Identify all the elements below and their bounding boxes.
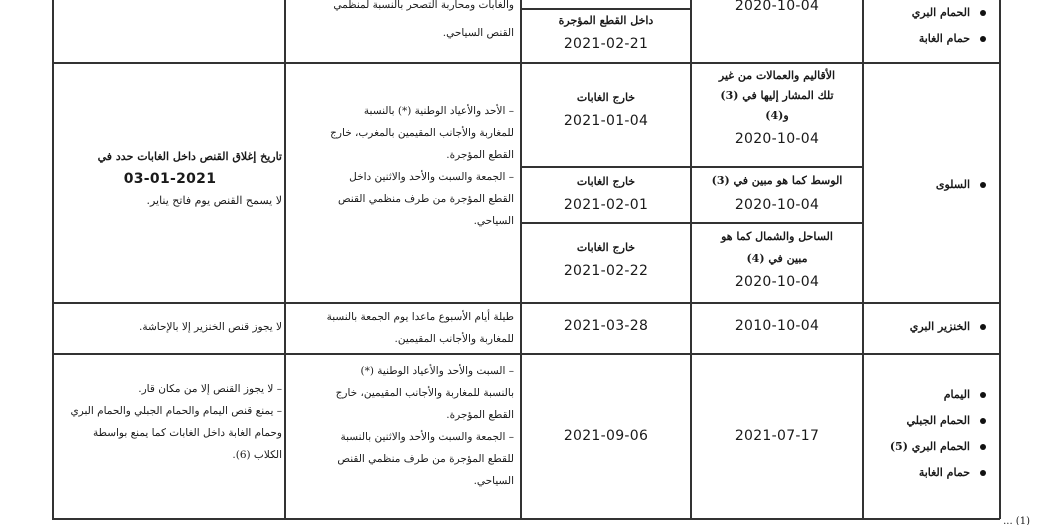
notes-cell: – لا يجوز القنص إلا من مكان قار. – يمنع قنص اليمام والحمام الجبلي والحمام البري وحمام الغابة داخل الغابات كما يمنع بواسطة الكلاب (6). xyxy=(70,383,282,461)
row-divider xyxy=(52,302,1000,304)
open-date: 2020-10-04 xyxy=(734,131,820,147)
open-date: 2021-07-17 xyxy=(734,428,820,444)
species-item: السلوى xyxy=(864,172,988,198)
species-item: حمام الغابة xyxy=(864,26,988,52)
row-divider xyxy=(52,353,1000,355)
close-label: خارج الغابات xyxy=(576,175,636,188)
close-cell xyxy=(522,10,690,56)
close-label: خارج الغابات xyxy=(576,91,636,104)
days-cell: – الأحد والأعياد الوطنية (*) بالنسبة للمغاربة والأجانب المقيمين بالمغرب، خارج القطع المؤجرة. – الجمعة والسبت والأحد والاثنين داخل القطع المؤجرة من طرف منظمي القنص السياحي. xyxy=(330,105,514,227)
bullet-icon xyxy=(980,418,986,424)
open-date: 2020-10-04 xyxy=(734,274,820,290)
days-cell: والغابات ومحاربة التصحر بالنسبة لمنظمي القنص السياحي. xyxy=(333,0,514,39)
close-cell xyxy=(522,172,690,218)
species-item: الحمام البري (5) xyxy=(864,434,988,460)
bullet-icon xyxy=(980,444,986,450)
species-item: الخنزير البري xyxy=(864,314,988,340)
zone-cell: الأقاليم والعمالات من غير تلك المشار إليها في (3) و(4) 2020-10-04 xyxy=(694,66,860,152)
cell-divider xyxy=(520,166,863,168)
close-date: 2021-09-06 xyxy=(563,428,649,444)
close-date: 2021-02-22 xyxy=(563,263,649,279)
close-label: داخل القطع المؤجرة xyxy=(558,14,654,27)
open-date: 2020-10-04 xyxy=(734,197,820,213)
species-item: حمام الغابة xyxy=(864,460,988,486)
bullet-icon xyxy=(980,10,986,16)
cell-divider xyxy=(520,222,863,224)
open-date: 2020-10-04 xyxy=(734,0,820,14)
bullet-icon xyxy=(980,324,986,330)
zone-cell: الوسط كما هو مبين في (3) 2020-10-04 xyxy=(694,170,860,218)
days-cell: – السبت والأحد والأعياد الوطنية (*) بالنسبة للمغاربة والأجانب المقيمين، خارج القطع المؤجرة. – الجمعة والسبت والأحد والاثنين بالنسبة للقطع المؤجرة من طرف منظمي القنص السياحي. xyxy=(335,365,514,487)
species-cell xyxy=(864,382,996,486)
close-cell xyxy=(522,238,690,284)
notes-cell: لا يجوز قنص الخنزير إلا بالإحاشة. xyxy=(139,321,282,333)
close-date: 2021-02-21 xyxy=(563,36,649,52)
footnote-fragment: (1) ... xyxy=(1003,516,1030,525)
species-cell xyxy=(864,172,996,198)
column-divider xyxy=(999,0,1001,519)
species-item: اليمام xyxy=(864,382,988,408)
row-divider xyxy=(52,62,1000,64)
close-date: 2021-02-01 xyxy=(563,197,649,213)
bullet-icon xyxy=(980,36,986,42)
column-divider xyxy=(52,0,54,519)
zone-cell: الساحل والشمال كما هو مبين في (4) 2020-10-04 xyxy=(694,226,860,294)
bullet-icon xyxy=(980,470,986,476)
bullet-icon xyxy=(980,392,986,398)
bullet-icon xyxy=(980,182,986,188)
close-label: خارج الغابات xyxy=(576,241,636,254)
days-cell: طيلة أيام الأسبوع ماعدا يوم الجمعة بالنسبة للمغاربة والأجانب المقيمين. xyxy=(326,311,514,345)
species-item: الحمام الجبلي xyxy=(864,408,988,434)
species-cell xyxy=(864,314,996,340)
open-date: 2010-10-04 xyxy=(734,318,820,334)
notes-cell: تاريخ إغلاق القنص داخل الغابات حدد في 03-01-2021 لا يسمح القنص يوم فاتح يناير. xyxy=(97,150,282,207)
close-date: 2021-01-04 xyxy=(563,113,649,129)
close-cell xyxy=(522,88,690,134)
species-cell xyxy=(864,0,996,60)
column-divider xyxy=(284,0,286,519)
species-item: الحمام البري xyxy=(864,0,988,26)
close-date: 2021-03-28 xyxy=(563,318,649,334)
